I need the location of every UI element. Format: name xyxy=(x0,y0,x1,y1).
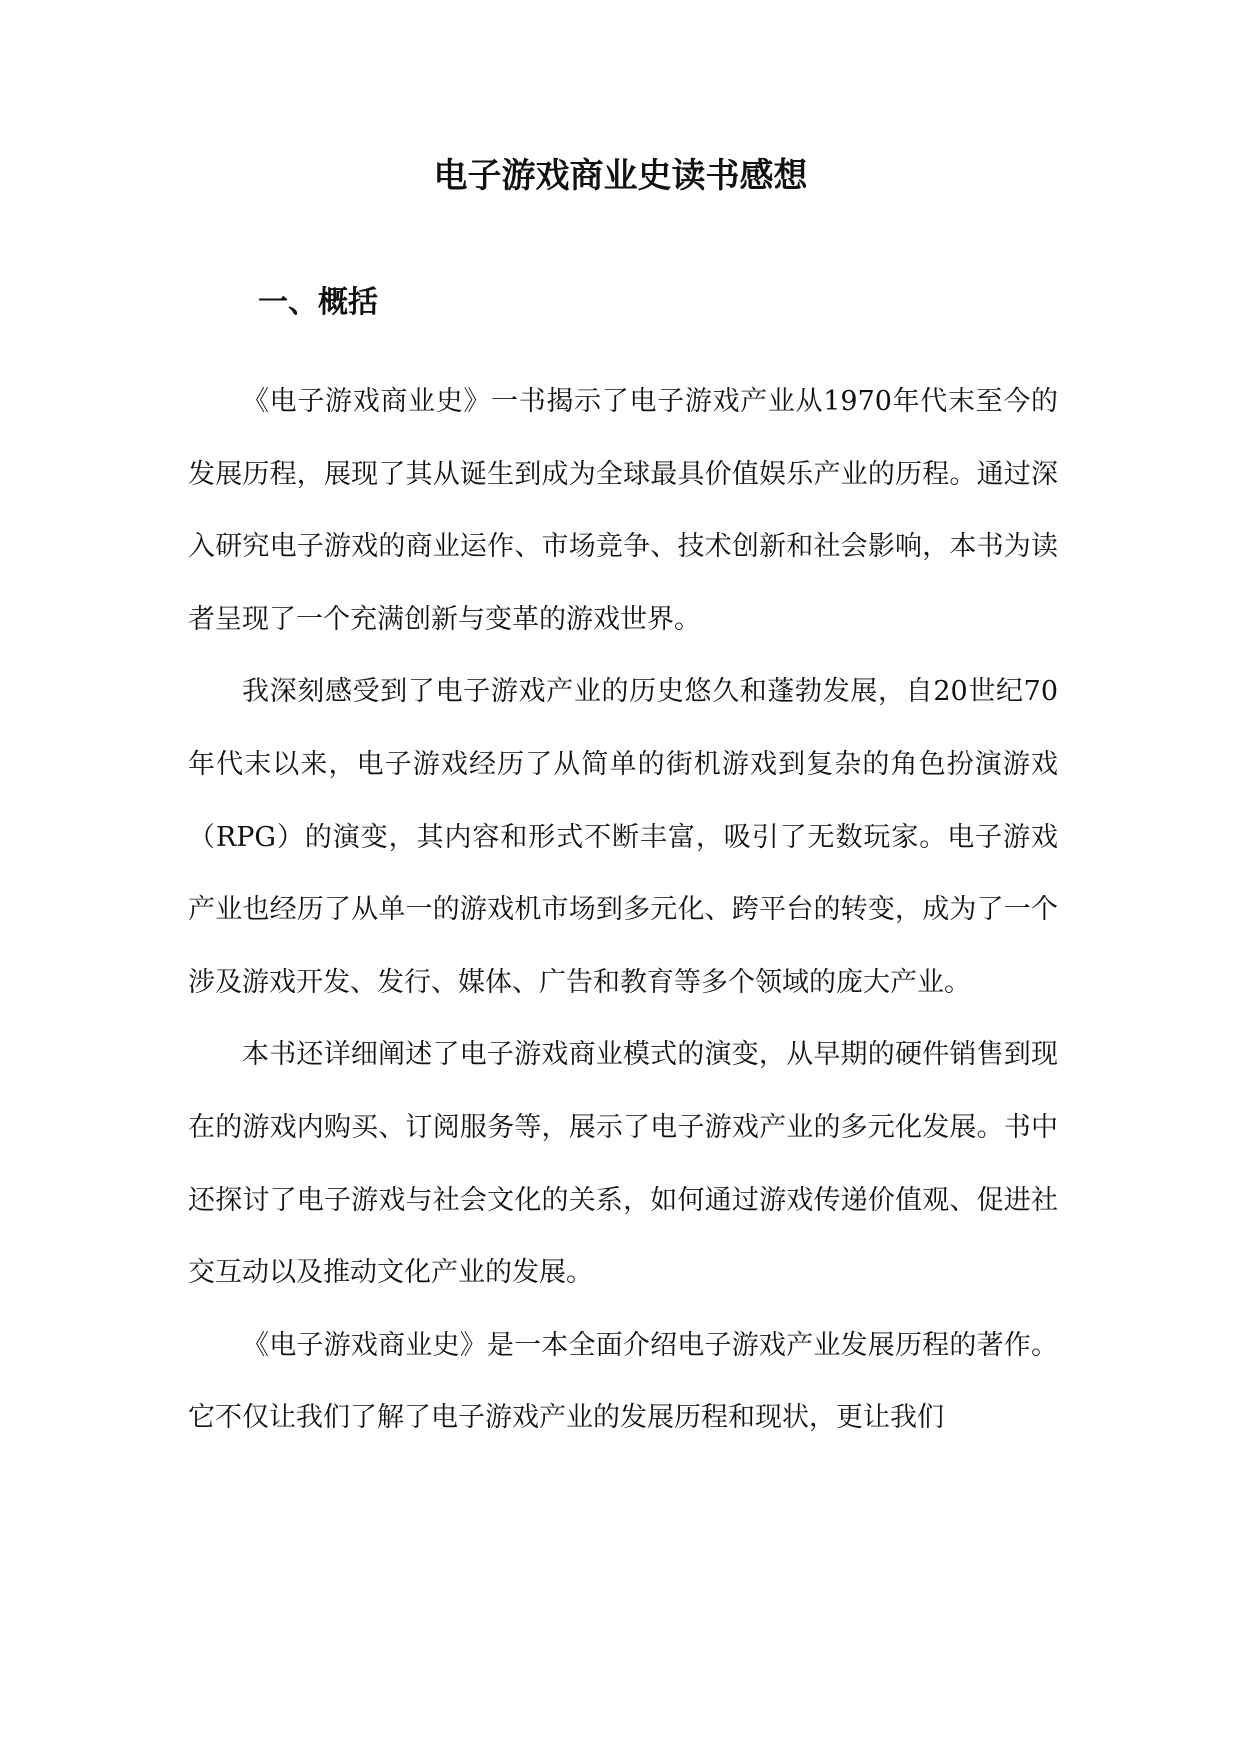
body-text xyxy=(188,366,1058,1455)
section-heading: 一、概括 xyxy=(258,285,378,320)
paragraph-2: 我深刻感受到了电子游戏产业的历史悠久和蓬勃发展，自20世纪70年代末以来，电子游戏经历了从简单的街机游戏到复杂的角色扮演游戏（RPG）的演变，其内容和形式不断丰富，吸引了无数玩家。电子游戏产业也经历了从单一的游戏机市场到多元化、跨平台的转变，成为了一个涉及游戏开发、发行、媒体、广告和教育等多个领域的庞大产业。 xyxy=(188,676,1058,998)
paragraph-3: 本书还详细阐述了电子游戏商业模式的演变，从早期的硬件销售到现在的游戏内购买、订阅服务等，展示了电子游戏产业的多元化发展。书中还探讨了电子游戏与社会文化的关系，如何通过游戏传递价值观、促进社交互动以及推动文化产业的发展。 xyxy=(188,1039,1058,1289)
paragraph-4: 《电子游戏商业史》是一本全面介绍电子游戏产业发展历程的著作。它不仅让我们了解了电子游戏产业的发展历程和现状，更让我们 xyxy=(188,1329,1058,1434)
paragraph-1: 《电子游戏商业史》一书揭示了电子游戏产业从1970年代末至今的发展历程，展现了其从诞生到成为全球最具价值娱乐产业的历程。通过深入研究电子游戏的商业运作、市场竞争、技术创新和社会影响，本书为读者呈现了一个充满创新与变革的游戏世界。 xyxy=(188,386,1058,635)
document-title: 电子游戏商业史读书感想 xyxy=(433,156,808,196)
